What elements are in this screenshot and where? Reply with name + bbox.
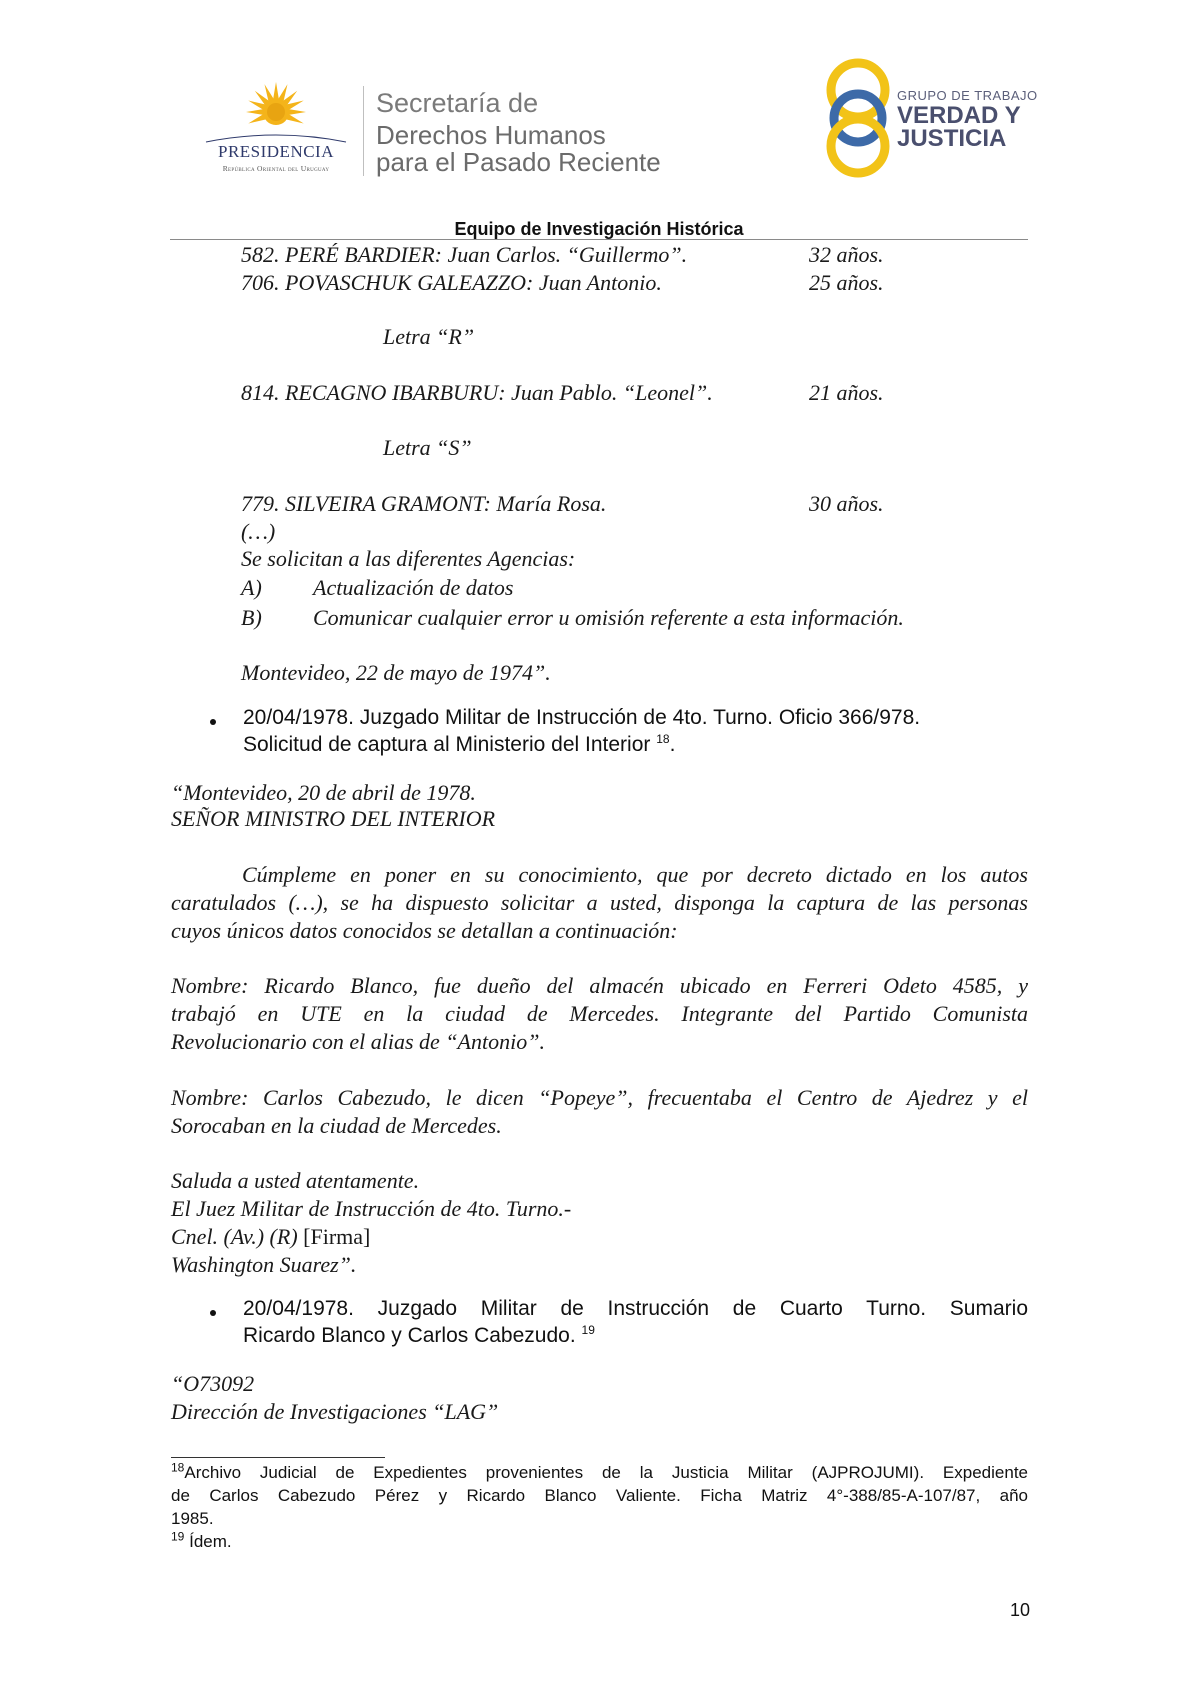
verdad-label: VERDAD Y [897,102,1021,129]
letter-closing: El Juez Militar de Instrucción de 4to. Turno.- [171,1196,572,1221]
directorate-line: Dirección de Investigaciones “LAG” [171,1399,499,1424]
running-header: Equipo de Investigación Histórica [454,219,744,239]
footnote-ref-19[interactable]: 19 [581,1323,595,1337]
presidencia-wordmark: PRESIDENCIA [217,142,334,161]
bullet-1-line-2: Solicitud de captura al Ministerio del Interior $^{18}$. [243,732,676,756]
header-rule [170,239,1028,240]
letter-paragraph-2-line: trabajó en UTE en la ciudad de Mercedes. Integrante del Partido Comunista [171,1001,1028,1026]
list-entry: 814. RECAGNO IBARBURU: Juan Pablo. “Leonel”. [241,380,713,405]
request-text: Comunicar cualquier error u omisión referente a esta información. [313,605,904,630]
list-age: 25 años. [809,270,884,295]
footnote-ref-18[interactable]: 18 [656,732,670,746]
letter-signer: Washington Suarez”. [171,1252,357,1277]
list-age: 30 años. [809,491,884,516]
bullet-marker [210,1310,216,1316]
secretaria-line-3: para el Pasado Reciente [376,147,661,177]
request-text: Actualización de datos [313,575,514,600]
list-age: 21 años. [809,380,884,405]
presidencia-subtitle: República Oriental del Uruguay [222,164,330,173]
letter-closing: Saluda a usted atentamente. [171,1168,420,1193]
secretaria-line-1: Secretaría de [376,88,539,118]
footnote-19: $^{19}$ Ídem. [171,1529,232,1551]
grupo-trabajo-label: GRUPO DE TRABAJO [897,88,1038,103]
letter-recipient: SEÑOR MINISTRO DEL INTERIOR [171,806,496,831]
header-divider [363,86,364,176]
letter-heading-s: Letra “S” [383,435,472,460]
list-entry: 582. PERÉ BARDIER: Juan Carlos. “Guillermo”. [241,242,688,267]
letter-paragraph-2-line: Revolucionario con el alias de “Antonio”. [171,1029,545,1054]
ellipsis-line: (…) [241,519,276,544]
bullet-2-line-1: 20/04/1978. Juzgado Militar de Instrucción de Cuarto Turno. Sumario [243,1297,1028,1320]
letter-paragraph-2-line: Nombre: Ricardo Blanco, fue dueño del almacén ubicado en Ferreri Odeto 4585, y [171,973,1028,998]
bullet-marker [210,719,216,725]
letter-signature-line: Cnel. (Av.) (R) [Firma] [171,1224,371,1249]
letter-paragraph-3-line: Nombre: Carlos Cabezudo, le dicen “Popeye”, frecuentaba el Centro de Ajedrez y el [171,1085,1028,1110]
letter-date: “Montevideo, 20 de abril de 1978. [171,780,476,805]
list-age: 32 años. [809,242,884,267]
signature-placeholder: [Firma] [303,1224,371,1249]
document-code: “O73092 [171,1371,255,1396]
bullet-1-line-1: 20/04/1978. Juzgado Militar de Instrucción de 4to. Turno. Oficio 366/978. [243,706,921,729]
letter-paragraph-1-line: caratulados (…), se ha dispuesto solicitar a usted, disponga la captura de las personas [171,890,1028,915]
request-letter: A) [241,575,262,600]
secretaria-line-2: Derechos Humanos [376,120,606,150]
request-intro: Se solicitan a las diferentes Agencias: [241,546,576,571]
bullet-2-line-2: Ricardo Blanco y Carlos Cabezudo. $^{19}$ [243,1323,595,1347]
justicia-label: JUSTICIA [897,125,1007,152]
page-number: 10 [1009,1600,1030,1620]
footnote-separator [171,1457,385,1458]
footnote-18-line: $^{18}$Archivo Judicial de Expedientes provenientes de la Justicia Militar (AJPROJUMI). Expediente [171,1460,1028,1482]
letter-paragraph-1-line: cuyos únicos datos conocidos se detallan a continuación: [171,918,678,943]
list-entry: 706. POVASCHUK GALEAZZO: Juan Antonio. [241,270,662,295]
letter-paragraph-3-line: Sorocaban en la ciudad de Mercedes. [171,1113,502,1138]
document-date-1974: Montevideo, 22 de mayo de 1974”. [241,660,551,685]
list-entry: 779. SILVEIRA GRAMONT: María Rosa. [241,491,607,516]
footnote-18-line: 1985. [171,1509,214,1528]
letter-heading-r: Letra “R” [383,324,475,349]
footnote-18-line: de Carlos Cabezudo Pérez y Ricardo Blanco Valiente. Ficha Matriz 4°-388/85-A-107/87, año [171,1486,1028,1505]
request-letter: B) [241,605,262,630]
letter-paragraph-1-line: Cúmpleme en poner en su conocimiento, que por decreto dictado en los autos [242,862,1028,887]
